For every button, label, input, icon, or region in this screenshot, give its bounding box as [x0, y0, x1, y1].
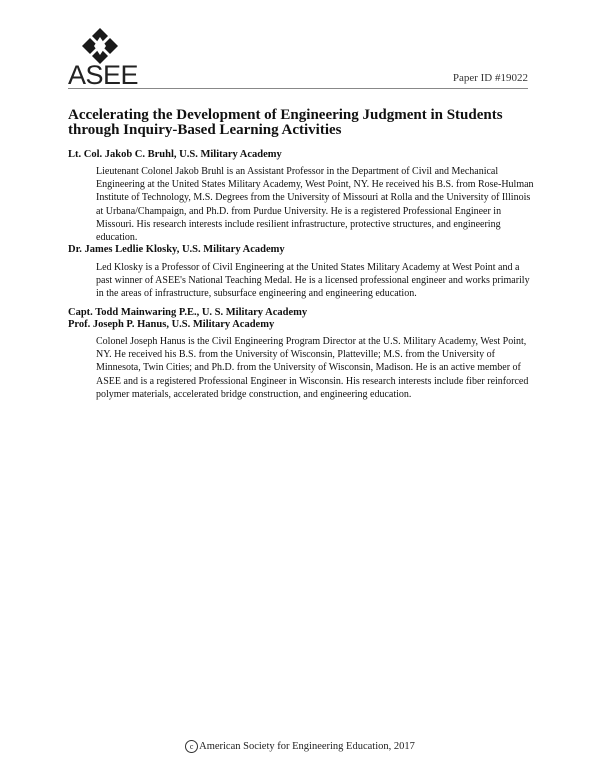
asee-logo	[68, 28, 139, 90]
header-rule	[68, 88, 528, 89]
author-bio: Lieutenant Colonel Jakob Bruhl is an Assistant Professor in the Department of Civil and Mechanical Engineering at the United States Military Academy, West Point, NY. He received his B.S. from Rose-Hulman Institute of Technology, M.S. Degrees from the University of Missouri at Rolla and the University of Illinois at Urbana/Champaign, and Ph.D. from Purdue University. He is a registered Professional Engineer in Missouri. His research interests include resilient infrastructure, protective structures, and engineering education.	[96, 166, 534, 244]
asee-logo-icon	[80, 28, 120, 64]
author-name: Prof. Joseph P. Hanus, U.S. Military Academy	[68, 319, 275, 330]
copyright-footer	[0, 740, 600, 753]
author-bio: Colonel Joseph Hanus is the Civil Engineering Program Director at the U.S. Military Academy, West Point, NY. He received his B.S. from the University of Wisconsin, Platteville; M.S. from the University of Minnesota, Twin Cities; and Ph.D. from the University of Wisconsin, Madison. He is an active member of ASEE and is a registered Professional Engineer in Wisconsin. His research interests include fiber reinforced polymer materials, accelerated bridge construction, and engineering education.	[96, 336, 529, 400]
copyright-text: American Society for Engineering Education, 2017	[199, 740, 415, 752]
author-name: Dr. James Ledlie Klosky, U.S. Military Academy	[68, 244, 285, 255]
copyright-icon: c	[185, 740, 198, 753]
paper-id: Paper ID #19022	[452, 72, 528, 84]
logo-text: ASEE	[68, 60, 139, 90]
author-name: Capt. Todd Mainwaring P.E., U. S. Military Academy	[68, 307, 308, 318]
paper-title: Accelerating the Development of Engineering Judgment in Students through Inquiry-Based Learning Activities	[68, 107, 503, 138]
author-name: Lt. Col. Jakob C. Bruhl, U.S. Military Academy	[68, 149, 282, 160]
author-bio: Led Klosky is a Professor of Civil Engineering at the United States Military Academy at West Point and a past winner of ASEE's National Teaching Medal. He is a licensed professional engineer and works primarily in the areas of infrastructure, subsurface engineering and engineering education.	[96, 262, 530, 300]
